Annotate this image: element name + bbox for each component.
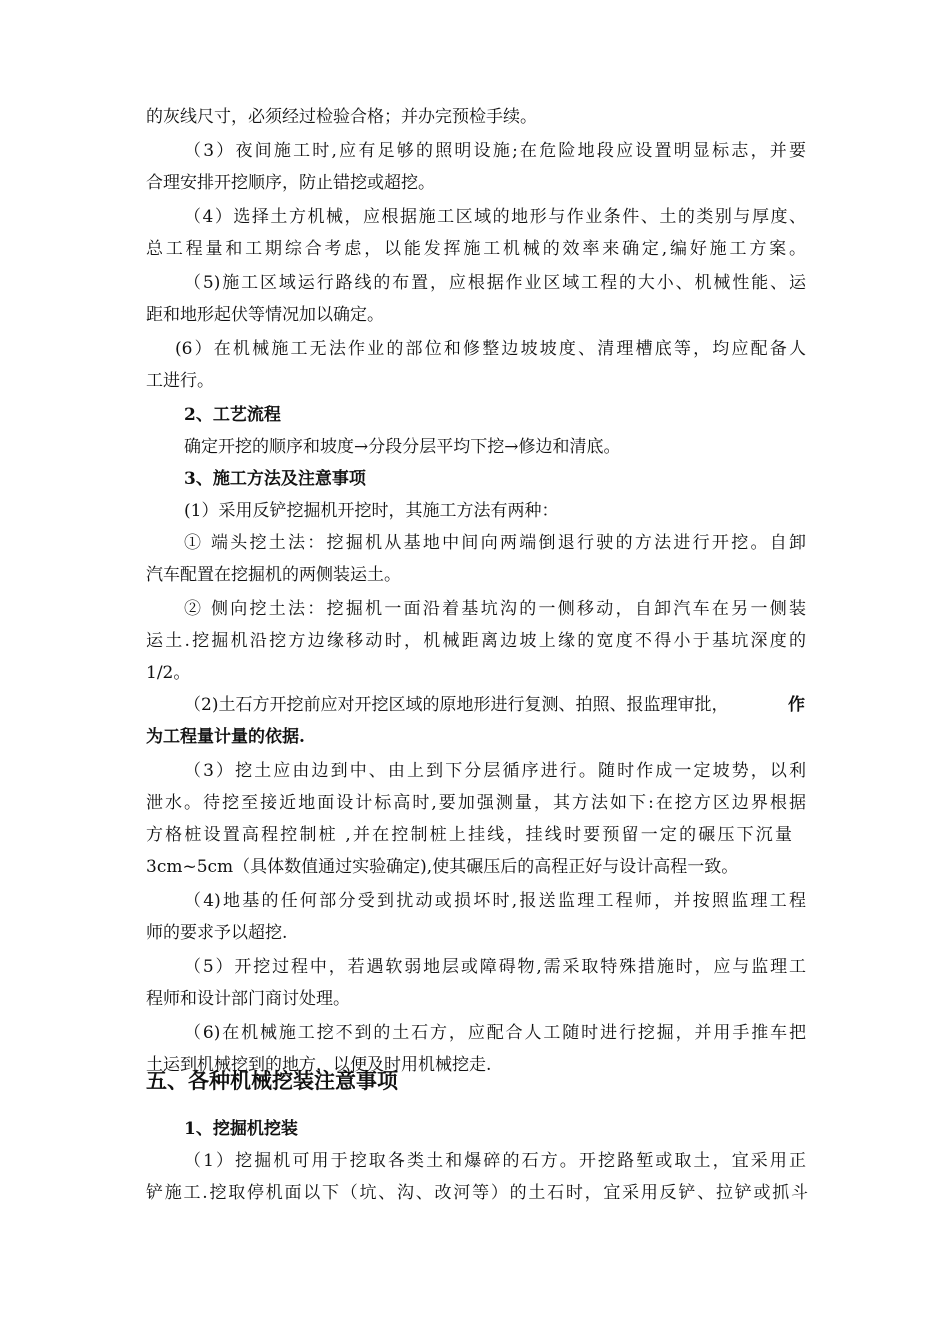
text-line: 3cm~5cm（具体数值通过实验确定),使其碾压后的高程正好与设计高程一致。 <box>146 857 739 877</box>
text-line: 合理安排开挖顺序，防止错挖或超挖。 <box>146 173 435 193</box>
text-line: ② 侧向挖土法：挖掘机一面沿着基坑沟的一侧移动，自卸汽车在另一侧装 <box>184 599 806 619</box>
text-line: 运土.挖掘机沿挖方边缘移动时，机械距离边坡上缘的宽度不得小于基坑深度的 <box>146 631 806 651</box>
text-line: 铲施工.挖取停机面以下（坑、沟、改河等）的土石时，宜采用反铲、拉铲或抓斗 <box>146 1183 808 1203</box>
text-line: 确定开挖的顺序和坡度→分段分层平均下挖→修边和清底。 <box>184 437 621 457</box>
text-line: (6）在机械施工无法作业的部位和修整边坡坡度、清理槽底等，均应配备人 <box>175 339 806 359</box>
text-line: 土运到机械挖到的地方，以便及时用机械挖走. <box>146 1055 492 1075</box>
text-line: （4)地基的任何部分受到扰动或损坏时,报送监理工程师，并按照监理工程 <box>184 891 806 911</box>
text-line: （5）开挖过程中，若遇软弱地层或障碍物,需采取特殊措施时，应与监理工 <box>184 957 806 977</box>
text-line: （6)在机械施工挖不到的土石方，应配合人工随时进行挖掘，并用手推车把 <box>184 1023 806 1043</box>
text-line: （5)施工区域运行路线的布置，应根据作业区域工程的大小、机械性能、运 <box>184 273 806 293</box>
text-line: （3）夜间施工时,应有足够的照明设施;在危险地段应设置明显标志，并要 <box>184 141 806 161</box>
text-line: 总工程量和工期综合考虑，以能发挥施工机械的效率来确定,编好施工方案。 <box>146 239 806 259</box>
text-line-bold-tail: 作 <box>788 695 805 715</box>
text-line: 师的要求予以超挖. <box>146 923 288 943</box>
text-line: （1）挖掘机可用于挖取各类土和爆碎的石方。开挖路堑或取土，宜采用正 <box>184 1151 806 1171</box>
text-line: 程师和设计部门商讨处理。 <box>146 989 350 1009</box>
text-line: 方格桩设置高程控制桩 ,并在控制桩上挂线，挂线时要预留一定的碾压下沉量 <box>146 825 792 845</box>
text-line: 泄水。待挖至接近地面设计标高时,要加强测量，其方法如下:在挖方区边界根据 <box>146 793 806 813</box>
text-line: 1/2。 <box>146 663 191 683</box>
text-line: 的灰线尺寸，必须经过检验合格；并办完预检手续。 <box>146 107 537 127</box>
section-heading: 2、工艺流程 <box>184 405 281 425</box>
chapter-heading: 五、各种机械挖装注意事项 <box>146 1068 398 1093</box>
text-line: 汽车配置在挖掘机的两侧装运土。 <box>146 565 401 585</box>
text-line: （2)土石方开挖前应对开挖区域的原地形进行复测、拍照、报监理审批， <box>184 695 729 715</box>
text-line: （4）选择土方机械，应根据施工区域的地形与作业条件、土的类别与厚度、 <box>184 207 806 227</box>
text-line: 为工程量计量的依据. <box>146 727 305 747</box>
section-heading: 1、挖掘机挖装 <box>184 1119 298 1139</box>
text-line: （3）挖土应由边到中、由上到下分层循序进行。随时作成一定坡势，以利 <box>184 761 806 781</box>
text-line: (1）采用反铲挖掘机开挖时，其施工方法有两种： <box>184 501 559 521</box>
text-line: 工进行。 <box>146 371 214 391</box>
text-line: ① 端头挖土法：挖掘机从基地中间向两端倒退行驶的方法进行开挖。自卸 <box>184 533 806 553</box>
text-line: 距和地形起伏等情况加以确定。 <box>146 305 384 325</box>
section-heading: 3、施工方法及注意事项 <box>184 469 366 489</box>
